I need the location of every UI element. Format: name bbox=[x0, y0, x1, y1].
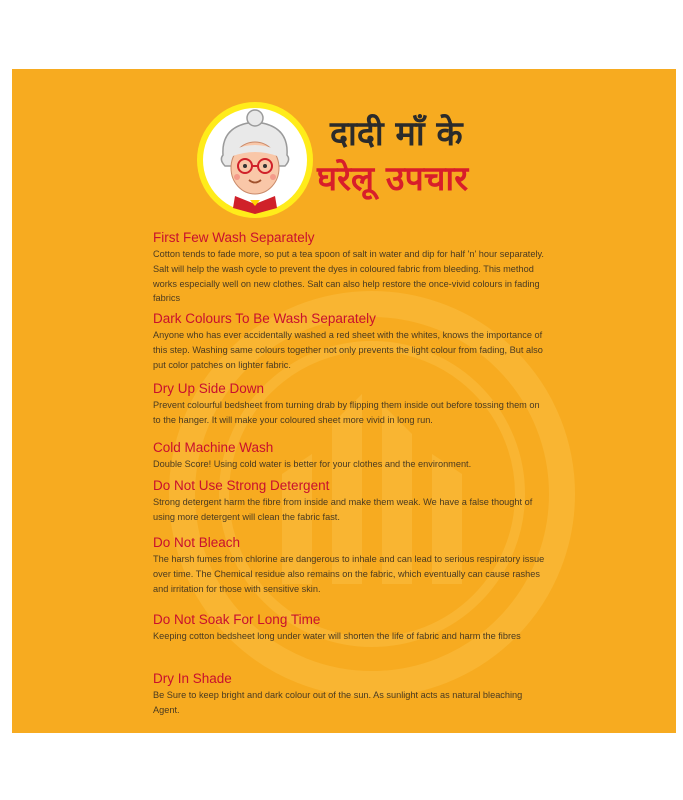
tip-heading: First Few Wash Separately bbox=[153, 230, 315, 245]
tip-heading: Do Not Use Strong Detergent bbox=[153, 478, 330, 493]
tip-body: Be Sure to keep bright and dark colour out of the sun. As sunlight acts as natural bleaching Agent. bbox=[153, 690, 523, 715]
tip-cold-machine-wash bbox=[153, 440, 548, 472]
tip-body: Cotton tends to fade more, so put a tea spoon of salt in water and dip for half 'n' hour separately. Salt will help the wash cycle to prevent the dyes in coloured fabric from bleeding. This method works especially well on new clothes. Salt can also help restore the once-vivid colours in fading fabrics bbox=[153, 249, 544, 304]
info-panel bbox=[12, 69, 676, 733]
tip-do-not-bleach bbox=[153, 535, 548, 596]
tip-do-not-soak bbox=[153, 612, 548, 644]
tip-strong-detergent bbox=[153, 478, 548, 525]
tip-body: The harsh fumes from chlorine are dangerous to inhale and can lead to serious respiratory issue over time. The Chemical residue also remains on the fabric, which eventually can cause rashes and irritation for those with sensitive skin. bbox=[153, 554, 545, 594]
tip-body: Strong detergent harm the fibre from inside and make them weak. We have a false thought of using more detergent will clean the fabric fast. bbox=[153, 497, 533, 522]
tip-heading: Dry Up Side Down bbox=[153, 381, 265, 396]
tip-body: Prevent colourful bedsheet from turning drab by flipping them inside out before tossing them on to the hanger. It will make your coloured sheet more vivid in long run. bbox=[153, 400, 540, 425]
title-line-1: दादी माँ के bbox=[330, 114, 463, 154]
grandma-logo-icon bbox=[195, 100, 315, 220]
tip-first-few-wash bbox=[153, 230, 548, 306]
tip-heading: Do Not Soak For Long Time bbox=[153, 612, 321, 627]
tip-body: Double Score! Using cold water is better for your clothes and the environment. bbox=[153, 459, 472, 469]
tip-heading: Dark Colours To Be Wash Separately bbox=[153, 311, 376, 326]
tip-body: Keeping cotton bedsheet long under water will shorten the life of fabric and harm the fibres bbox=[153, 631, 521, 641]
tip-heading: Dry In Shade bbox=[153, 671, 232, 686]
tip-heading: Cold Machine Wash bbox=[153, 440, 274, 455]
tip-dark-colours bbox=[153, 311, 548, 372]
tip-dry-up-side-down bbox=[153, 381, 548, 428]
tip-dry-in-shade bbox=[153, 671, 548, 718]
tip-body: Anyone who has ever accidentally washed a red sheet with the whites, knows the importance of this step. Washing same colours together not only prevents the light colour from fading, But also put color patches on lighter fabric. bbox=[153, 330, 543, 370]
tip-heading: Do Not Bleach bbox=[153, 535, 241, 550]
title-line-2: घरेलू उपचार bbox=[317, 159, 469, 199]
